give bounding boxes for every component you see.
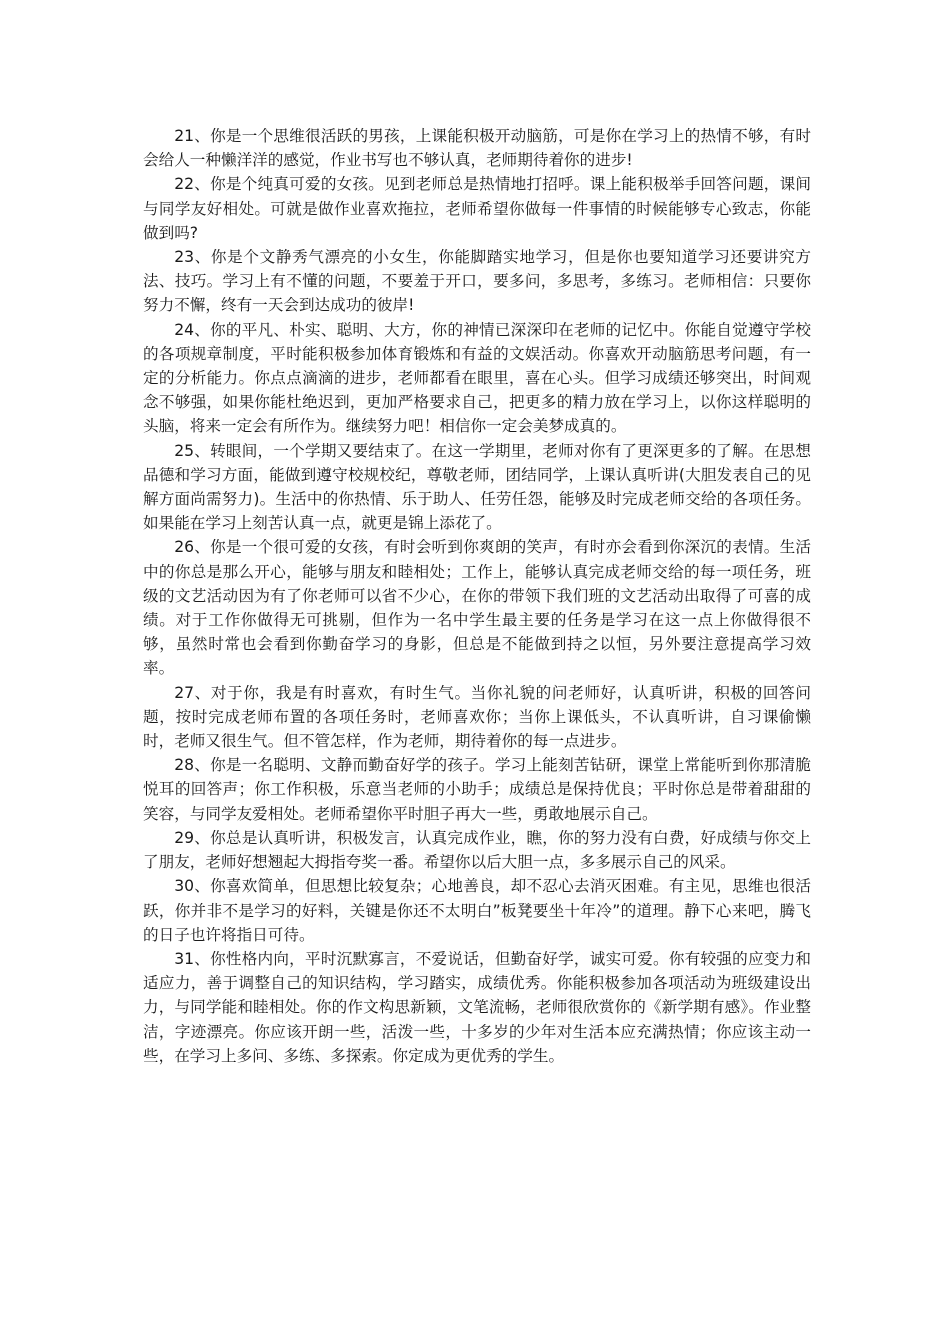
comment-paragraph-24: 24、你的平凡、朴实、聪明、大方，你的神情已深深印在老师的记忆中。你能自觉遵守学校的各项规章制度，平时能积极参加体育锻炼和有益的文娱活动。你喜欢开动脑筋思考问题，有一定的分析能力。你点点滴滴的进步，老师都看在眼里，喜在心头。但学习成绩还够突出，时间观念不够强，如果你能杜绝迟到，更加严格要求自己，把更多的精力放在学习上，以你这样聪明的头脑，将来一定会有所作为。继续努力吧！相信你一定会美梦成真的。 xyxy=(143,320,811,436)
comment-paragraph-26: 26、你是一个很可爱的女孩，有时会听到你爽朗的笑声，有时亦会看到你深沉的表情。生活中的你总是那么开心，能够与朋友和睦相处；工作上，能够认真完成老师交给的每一项任务，班级的文艺活动因为有了你老师可以省不少心，在你的带领下我们班的文艺活动出取得了可喜的成绩。对于工作你做得无可挑剔，但作为一名中学生最主要的任务是学习在这一点上你做得很不够，虽然时常也会看到你勤奋学习的身影，但总是不能做到持之以恒，另外要注意提高学习效率。 xyxy=(143,538,811,678)
comment-paragraph-27: 27、对于你，我是有时喜欢，有时生气。当你礼貌的问老师好，认真听讲，积极的回答问题，按时完成老师布置的各项任务时，老师喜欢你；当你上课低头，不认真听讲，自习课偷懒时，老师又很生气。但不管怎样，作为老师，期待着你的每一点进步。 xyxy=(143,683,811,751)
comment-paragraph-29: 29、你总是认真听讲，积极发言，认真完成作业，瞧，你的努力没有白费，好成绩与你交上了朋友，老师好想翘起大拇指夸奖一番。希望你以后大胆一点，多多展示自己的风采。 xyxy=(143,828,811,872)
comment-paragraph-21: 21、你是一个思维很活跃的男孩，上课能积极开动脑筋，可是你在学习上的热情不够，有时会给人一种懒洋洋的感觉，作业书写也不够认真，老师期待着你的进步! xyxy=(143,127,811,170)
comment-paragraph-28: 28、你是一名聪明、文静而勤奋好学的孩子。学习上能刻苦钻研，课堂上常能听到你那清脆悦耳的回答声；你工作积极，乐意当老师的小助手；成绩总是保持优良；平时你总是带着甜甜的笑容，与同学友爱相处。老师希望你平时胆子再大一些，勇敢地展示自己。 xyxy=(143,756,811,823)
comment-paragraph-25: 25、转眼间，一个学期又要结束了。在这一学期里，老师对你有了更深更多的了解。在思想品德和学习方面，能做到遵守校规校纪，尊敬老师，团结同学，上课认真听讲(大胆发表自己的见解方面尚需努力)。生活中的你热情、乐于助人、任劳任怨，能够及时完成老师交给的各项任务。如果能在学习上刻苦认真一点，就更是锦上添花了。 xyxy=(143,441,811,533)
comment-paragraph-23: 23、你是个文静秀气漂亮的小女生，你能脚踏实地学习，但是你也要知道学习还要讲究方法、技巧。学习上有不懂的问题，不要羞于开口，要多问，多思考，多练习。老师相信：只要你努力不懈，终有一天会到达成功的彼岸! xyxy=(143,248,811,315)
document-body xyxy=(143,124,811,1068)
comment-paragraph-22: 22、你是个纯真可爱的女孩。见到老师总是热情地打招呼。课上能积极举手回答问题，课间与同学友好相处。可就是做作业喜欢拖拉，老师希望你做每一件事情的时候能够专心致志，你能做到吗? xyxy=(143,175,811,242)
comment-paragraph-31: 31、你性格内向，平时沉默寡言，不爱说话，但勤奋好学，诚实可爱。你有较强的应变力和适应力，善于调整自己的知识结构，学习踏实，成绩优秀。你能积极参加各项活动为班级建设出力，与同学能和睦相处。你的作文构思新颖，文笔流畅，老师很欣赏你的《新学期有感》。作业整洁，字迹漂亮。你应该开朗一些，活泼一些，十多岁的少年对生活本应充满热情；你应该主动一些，在学习上多问、多练、多探索。你定成为更优秀的学生。 xyxy=(143,949,811,1065)
comment-paragraph-30: 30、你喜欢简单，但思想比较复杂；心地善良，却不忍心去消灭困难。有主见，思维也很活跃，你并非不是学习的好料，关键是你还不太明白”板凳要坐十年冷”的道理。静下心来吧，腾飞的日子也许将指日可待。 xyxy=(143,877,811,944)
